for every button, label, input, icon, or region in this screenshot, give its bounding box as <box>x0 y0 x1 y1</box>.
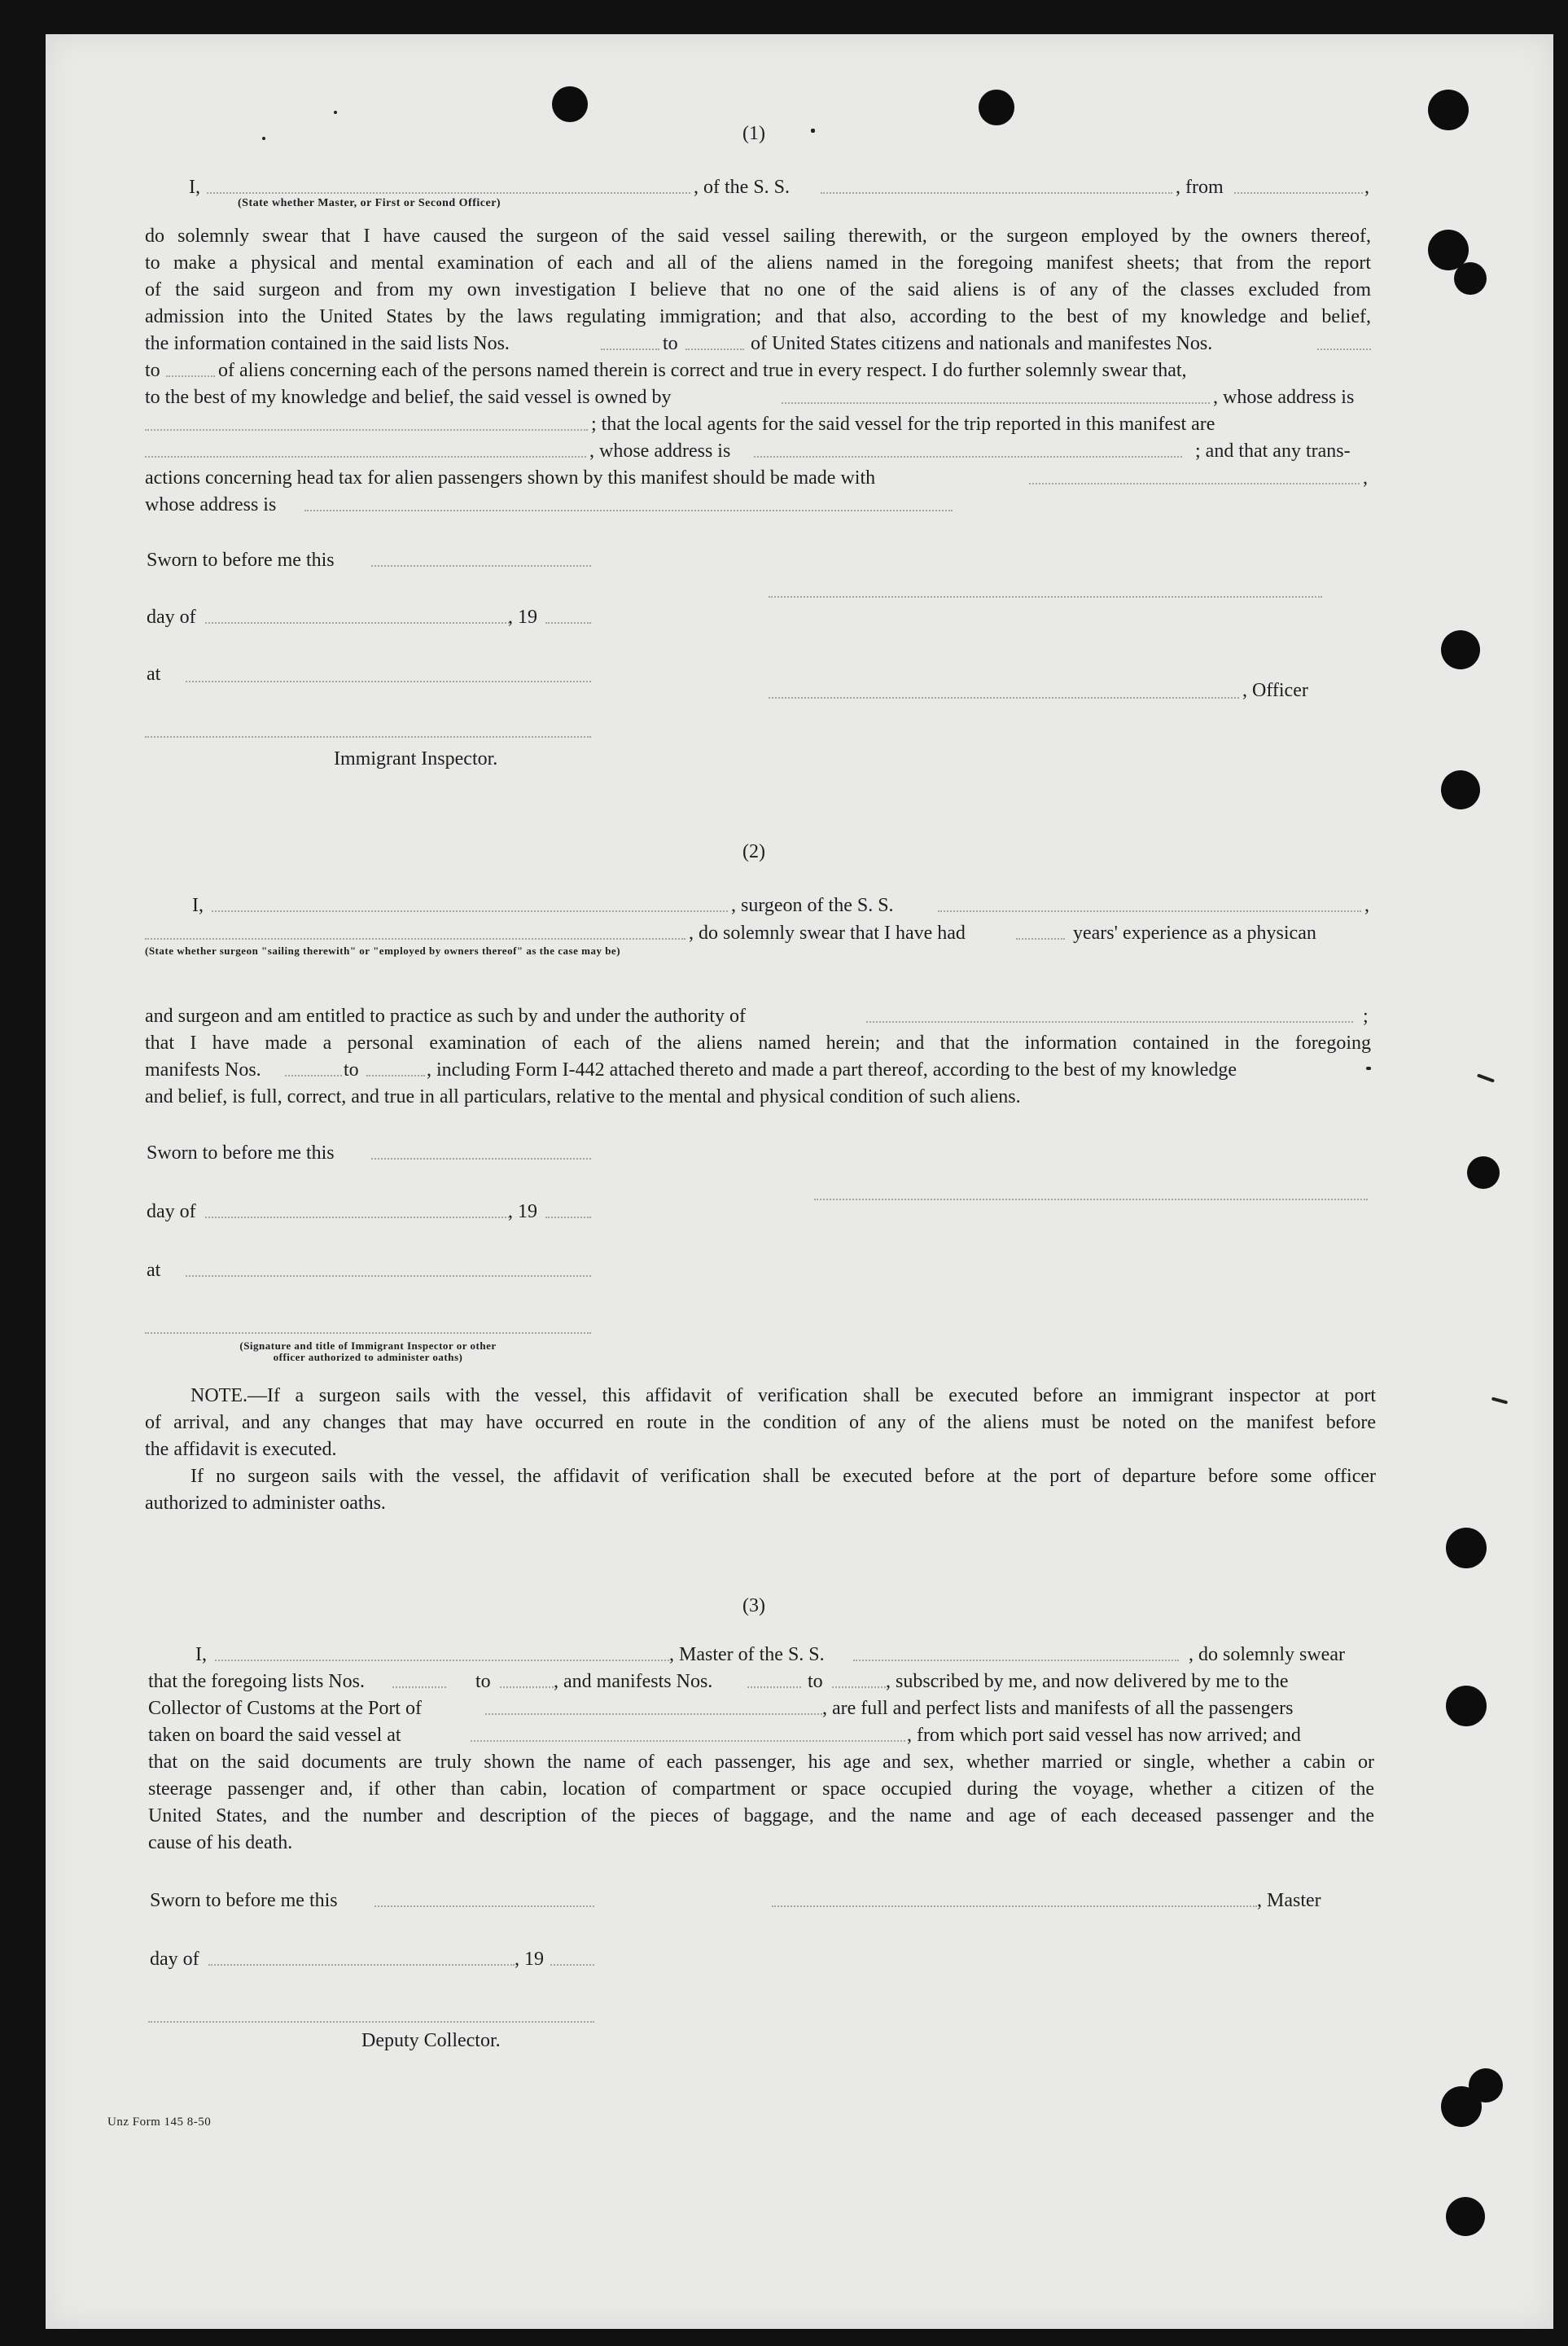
inspector-signature-field[interactable] <box>145 736 591 738</box>
text: and surgeon and am entitled to practice as such by and under the authority of <box>145 1006 746 1027</box>
manifest-from-field[interactable] <box>747 1686 801 1688</box>
text-row: United States, and the number and description of the pieces of baggage, and the name and age of each deceased passenger and the <box>148 1805 1374 1826</box>
label-i: I, <box>189 177 200 198</box>
text: , are full and perfect lists and manifests of all the passengers <box>822 1698 1294 1719</box>
punch-hole-edge-6 <box>1467 1156 1500 1189</box>
text: , subscribed by me, and now delivered by me to the <box>886 1671 1289 1692</box>
sworn-label: Sworn to before me this <box>150 1890 338 1911</box>
punch-hole-edge-5 <box>1441 770 1480 809</box>
lists-row <box>145 331 1371 357</box>
line-end: , <box>1364 177 1369 198</box>
label-of-ss: , of the S. S. <box>694 177 791 198</box>
speck-mark <box>262 137 265 140</box>
section3-affidavit <box>148 1749 1374 1857</box>
punch-hole-top-left <box>552 86 588 122</box>
speck-mark <box>811 129 815 133</box>
month-field[interactable] <box>208 1964 515 1966</box>
ship-name-field[interactable] <box>938 910 1361 912</box>
year-field[interactable] <box>545 1217 591 1218</box>
head-tax-row <box>145 465 1371 492</box>
list-to-field[interactable] <box>500 1686 554 1688</box>
text: Collector of Customs at the Port of <box>148 1698 422 1719</box>
punch-hole-edge-4 <box>1441 630 1480 669</box>
sworn-label: Sworn to before me this <box>147 550 335 571</box>
agents-field[interactable] <box>145 456 586 458</box>
punch-hole-edge-1 <box>1428 90 1469 130</box>
surgeon-signature-field[interactable] <box>814 1199 1368 1200</box>
text: taken on board the said vessel at <box>148 1725 401 1746</box>
form-sheet <box>46 34 1553 2329</box>
owner-row <box>145 384 1371 411</box>
punch-hole-edge-3 <box>1454 262 1487 295</box>
text: of aliens concerning each of the persons named therein is correct and true in every respect. I do further solemnly swear that, <box>218 360 1187 381</box>
belief-row <box>145 1084 1371 1111</box>
agents-address-field[interactable] <box>754 456 1182 458</box>
years-field[interactable] <box>1016 938 1065 940</box>
deputy-label: Deputy Collector. <box>361 2030 501 2051</box>
surgeon-line <box>145 892 1374 919</box>
year-label: , 19 <box>508 1201 537 1222</box>
label-from: , from <box>1176 177 1224 198</box>
place-field[interactable] <box>186 681 591 682</box>
text: , whose address is <box>589 441 731 462</box>
manifest-to-field[interactable] <box>832 1686 886 1688</box>
speck-mark <box>1491 1397 1508 1404</box>
at-label: at <box>147 1260 161 1281</box>
sworn-date-field[interactable] <box>374 1905 594 1907</box>
surgeon-name-field[interactable] <box>212 910 728 912</box>
text: ; that the local agents for the said vessel for the trip reported in this manifest are <box>591 414 1215 435</box>
text: , do solemnly swear <box>1189 1644 1345 1665</box>
text: , including Form I-442 attached thereto and made a part thereof, according to the best of my knowledge <box>427 1059 1237 1081</box>
at-label: at <box>147 664 161 685</box>
text: , do solemnly swear that I have had <box>689 923 966 944</box>
text: to <box>145 360 160 381</box>
punch-hole-edge-11 <box>1446 2197 1485 2236</box>
text: manifests Nos. <box>145 1059 261 1081</box>
lists-row <box>148 1669 1374 1695</box>
text-row: do solemnly swear that I have caused the surgeon of the said vessel sailing therewith, or the surgeon employed by the owners thereof, <box>145 226 1371 247</box>
text-row: admission into the United States by the laws regulating immigration; and that also, according to the best of my knowledge and belief, <box>145 306 1371 327</box>
surgeon-type-field[interactable] <box>145 938 685 940</box>
text-row: NOTE.—If a surgeon sails with the vessel, this affidavit of verification shall be executed before an immigrant inspector at port <box>191 1385 1376 1406</box>
text: to <box>808 1671 823 1692</box>
text-row: that on the said documents are truly shown the name of each passenger, his age and sex, whether married or single, whether a cabin or <box>148 1752 1374 1773</box>
text-row: cause of his death. <box>148 1832 293 1853</box>
section-number: (2) <box>742 841 765 862</box>
year-field[interactable] <box>550 1964 594 1966</box>
list-from-field[interactable] <box>392 1686 446 1688</box>
text: to <box>663 333 678 354</box>
section-number: (1) <box>742 123 765 144</box>
authority-row <box>145 1003 1374 1030</box>
collector-row <box>148 1695 1374 1722</box>
punch-hole-edge-10 <box>1469 2068 1503 2103</box>
day-of-label: day of <box>147 1201 196 1222</box>
text: whose address is <box>145 494 277 515</box>
text: that the foregoing lists Nos. <box>148 1671 365 1692</box>
place-field[interactable] <box>186 1275 591 1277</box>
owner-field[interactable] <box>782 402 1210 404</box>
inspector-label: Immigrant Inspector. <box>334 748 498 770</box>
text: , and manifests Nos. <box>554 1671 713 1692</box>
text: to <box>344 1059 359 1081</box>
examination-row <box>145 1030 1371 1057</box>
master-signature-field[interactable] <box>772 1905 1257 1907</box>
punch-hole-edge-8 <box>1446 1686 1487 1726</box>
text: to the best of my knowledge and belief, the said vessel is owned by <box>145 387 672 408</box>
sworn-label: Sworn to before me this <box>147 1142 335 1164</box>
manifest-to-field[interactable] <box>366 1075 425 1077</box>
speck-mark <box>334 111 337 114</box>
month-field[interactable] <box>205 1217 510 1218</box>
text-row: to make a physical and mental examination of each and all of the aliens named in the foregoing manifest sheets; that from the report <box>145 252 1371 274</box>
deputy-signature-field[interactable] <box>148 2021 594 2023</box>
from-port-field[interactable] <box>1234 192 1363 194</box>
master-label: , Master <box>1257 1890 1321 1911</box>
manifests-row <box>145 1057 1374 1084</box>
text: , from which port said vessel has now arrived; and <box>907 1725 1301 1746</box>
label-i: I, <box>192 895 204 916</box>
text-row: steerage passenger and, if other than cabin, location of compartment or space occupied during the voyage, whether a citizen of the <box>148 1778 1374 1800</box>
inspector-signature-field[interactable] <box>145 1332 591 1334</box>
text: , whose address is <box>1213 387 1355 408</box>
experience-line <box>145 920 1374 947</box>
manifest-to-field[interactable] <box>166 375 215 377</box>
year-label: , 19 <box>515 1949 544 1970</box>
owner-address-field[interactable] <box>145 429 588 431</box>
sworn-date-field[interactable] <box>371 1158 591 1160</box>
label-i: I, <box>195 1644 207 1665</box>
speck-mark <box>1477 1073 1495 1082</box>
head-tax-address-row <box>145 492 1371 519</box>
agents-row <box>145 411 1371 438</box>
signature-note <box>145 1340 591 1363</box>
port-field[interactable] <box>485 1713 822 1715</box>
text: the information contained in the said lists Nos. <box>145 333 510 354</box>
day-of-label: day of <box>150 1949 199 1970</box>
year-label: , 19 <box>508 607 537 628</box>
text-row: of arrival, and any changes that may have occurred en route in the condition of any of the aliens must be noted on the manifest before <box>145 1412 1376 1433</box>
manifest-from-field[interactable] <box>285 1075 342 1077</box>
year-field[interactable] <box>545 622 591 624</box>
section1-affidavit <box>145 223 1371 331</box>
text: to <box>475 1671 491 1692</box>
text: of United States citizens and nationals and manifestes Nos. <box>751 333 1213 354</box>
surgeon-note <box>145 1383 1376 1517</box>
text-row: and belief, is full, correct, and true in all particulars, relative to the mental and physical condition of such aliens. <box>145 1086 1021 1107</box>
head-tax-address-field[interactable] <box>304 510 953 511</box>
text: ; and that any trans- <box>1195 441 1351 462</box>
punch-hole-top-right <box>979 90 1014 125</box>
month-field[interactable] <box>205 622 510 624</box>
taken-on-board-row <box>148 1722 1374 1749</box>
authority-field[interactable] <box>866 1021 1353 1023</box>
name-field[interactable] <box>207 192 690 194</box>
ship-name-field[interactable] <box>821 192 1172 194</box>
day-of-label: day of <box>147 607 196 628</box>
text-row: that I have made a personal examination of each of the aliens named herein; and that the information contained in the foregoing <box>145 1033 1371 1054</box>
list-no-to-field[interactable] <box>685 349 744 350</box>
punch-hole-edge-7 <box>1446 1528 1487 1568</box>
sworn-date-field[interactable] <box>371 565 591 567</box>
signature-note-line: officer authorized to administer oaths) <box>273 1351 463 1363</box>
master-line <box>148 1642 1374 1669</box>
text: ; <box>1363 1006 1369 1027</box>
text-row: If no surgeon sails with the vessel, the affidavit of verification shall be executed before at the port of departure before some officer <box>191 1466 1376 1487</box>
list-no-from-field[interactable] <box>601 349 659 350</box>
signature-note-line: (Signature and title of Immigrant Inspector or other <box>239 1340 497 1352</box>
officer-signature-field-upper[interactable] <box>769 596 1322 598</box>
text: , surgeon of the S. S. <box>731 895 894 916</box>
text: , Master of the S. S. <box>669 1644 825 1665</box>
boarding-port-field[interactable] <box>471 1740 905 1742</box>
text: , <box>1363 467 1368 489</box>
text-row: authorized to administer oaths. <box>145 1493 386 1514</box>
head-tax-party-field[interactable] <box>1029 483 1360 485</box>
manifest-no-field[interactable] <box>1317 349 1371 350</box>
text: years' experience as a physican <box>1073 923 1316 944</box>
officer-note: (State whether Master, or First or Second Officer) <box>238 197 501 209</box>
officer-signature-field[interactable] <box>769 697 1239 699</box>
surgeon-type-note: (State whether surgeon "sailing therewith" or "employed by owners thereof" as the case may be) <box>145 945 621 957</box>
agents-address-row <box>145 438 1371 465</box>
line-end: , <box>1364 895 1369 916</box>
form-number: Unz Form 145 8-50 <box>107 2116 212 2129</box>
section-number: (3) <box>742 1595 765 1616</box>
ship-name-field[interactable] <box>853 1660 1179 1661</box>
text-row: the affidavit is executed. <box>145 1439 337 1460</box>
officer-label: , Officer <box>1242 680 1308 701</box>
aliens-row <box>145 357 1371 384</box>
text-row: of the said surgeon and from my own investigation I believe that no one of the said aliens is of any of the classes excluded from <box>145 279 1371 300</box>
text: actions concerning head tax for alien passengers shown by this manifest should be made with <box>145 467 876 489</box>
master-name-field[interactable] <box>215 1660 669 1661</box>
